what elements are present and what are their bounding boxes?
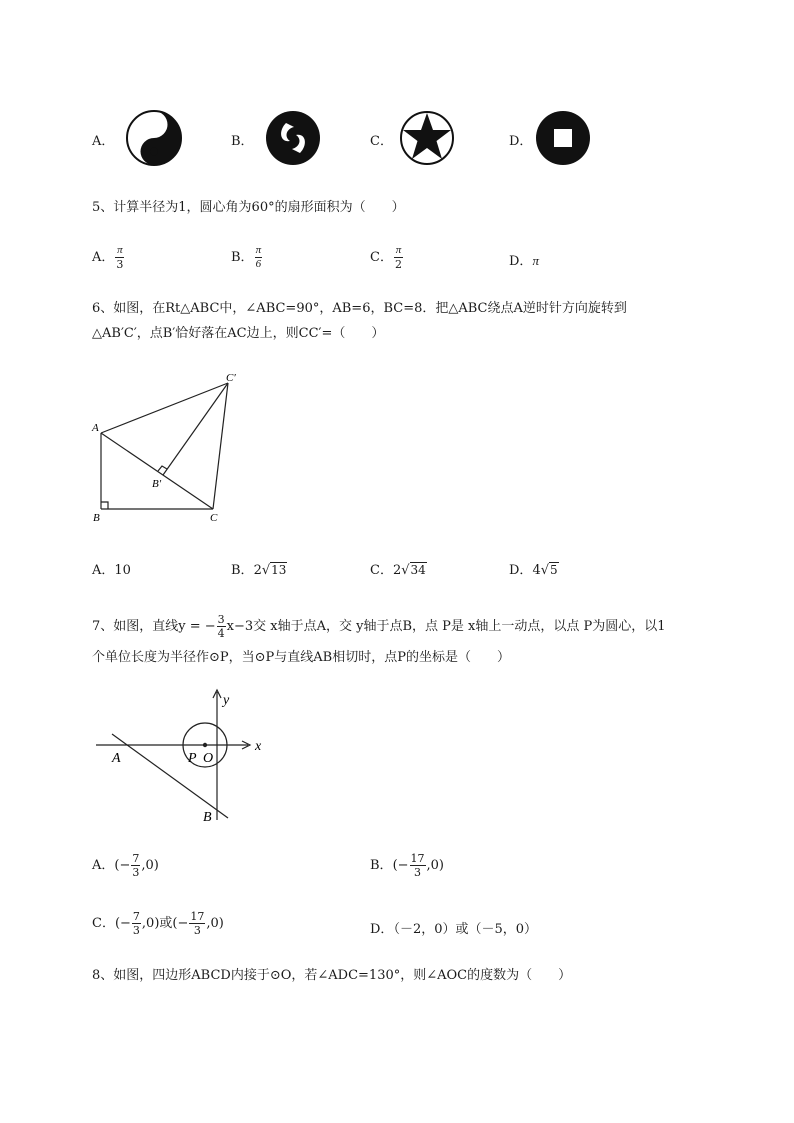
q4-option-a-label: A．: [92, 134, 115, 149]
q6-segment-ac: [101, 433, 213, 509]
q7-stem-line1: [92, 613, 666, 640]
q7-option-c-post: ,0): [206, 916, 224, 931]
q7-option-a-pre: (−: [114, 858, 131, 873]
q6-label-c: C: [210, 512, 218, 524]
q5-option-c-fraction: $\frac{\pi}{2}$: [394, 244, 402, 271]
q6-label-c1: C′: [226, 372, 236, 384]
square-hole-coin-icon: [534, 109, 592, 167]
q6-option-c-radicand: 34: [410, 563, 426, 577]
q5-option-b-letter: B．: [231, 250, 254, 265]
q5-option-b: [231, 244, 263, 271]
q6-option-c-letter: C．: [370, 563, 393, 578]
q6-option-d-letter: D．: [509, 563, 533, 578]
q7-stem-pre: 7、如图，直线y = −: [92, 619, 216, 634]
q5-option-c-letter: C．: [370, 250, 393, 265]
q7-option-d-value: （－2，0）或（－5，0）: [393, 922, 538, 937]
star-in-circle-icon: [398, 109, 456, 167]
q7-point-p: [203, 743, 207, 747]
q7-option-a-letter: A．: [92, 858, 115, 873]
q6-option-a: [92, 559, 131, 578]
q7-label-p: P: [188, 751, 197, 766]
q7-option-d: [370, 918, 537, 937]
yin-yang-icon: [125, 109, 183, 167]
q7-option-c: [92, 910, 224, 937]
q4-option-d-label: D．: [509, 134, 533, 149]
q7-option-c-letter: C．: [92, 916, 115, 931]
q6-option-b-radicand: 13: [271, 563, 287, 577]
q7-label-b: B: [203, 810, 212, 825]
q6-option-b-coef: 2: [253, 563, 262, 578]
q7-option-a-post: ,0): [141, 858, 159, 873]
q6-stem-line1: 6、如图，在Rt△ABC中，∠ABC=90°，AB=6，BC=8．把△ABC绕点A逆时针方向旋转到: [92, 301, 627, 316]
q6-label-b: B: [93, 512, 100, 524]
q5-option-d-value: π: [532, 253, 539, 268]
q6-option-a-letter: A．: [92, 563, 115, 578]
q5-option-a: [92, 244, 125, 271]
q6-option-c-coef: 2: [392, 563, 402, 578]
q6-option-c-radical: √: [401, 563, 410, 578]
q6-option-b-letter: B．: [231, 563, 254, 578]
q6-option-b-radical: √: [261, 563, 271, 578]
q6-triangle-figure: [88, 365, 248, 530]
q6-option-d-coef: 4: [532, 563, 541, 578]
q7-option-c-fraction-1: $\frac{7}{3}$: [132, 910, 140, 937]
q5-option-a-letter: A．: [92, 250, 115, 265]
q7-label-x: x: [255, 739, 262, 754]
q7-label-y: y: [223, 693, 230, 708]
q6-label-b1: B′: [152, 478, 162, 490]
q6-option-d-radical: √: [540, 563, 550, 578]
q7-option-b-pre: (−: [392, 858, 409, 873]
q5-option-d-letter: D．: [509, 254, 533, 269]
q6-right-angle-b: [101, 502, 108, 509]
q7-stem-line2: 个单位长度为半径作⊙P，当⊙P与直线AB相切时，点P的坐标是（ ）: [92, 650, 510, 665]
q5-option-c: [370, 244, 404, 271]
q7-stem-post: x−3交 x轴于点A，交 y轴于点B，点 P是 x轴上一动点，以点 P为圆心，以1: [226, 619, 666, 634]
q8-stem: 8、如图，四边形ABCD内接于⊙O，若∠ADC=130°，则∠AOC的度数为（ ）: [92, 968, 572, 983]
q7-option-d-letter: D．: [370, 922, 394, 937]
q7-label-o: O: [203, 751, 214, 766]
q7-option-c-mid: ,0)或(−: [141, 916, 189, 931]
q4-option-b-label: B．: [231, 134, 254, 149]
q5-stem: 5、计算半径为1，圆心角为60°的扇形面积为（ ）: [92, 200, 405, 215]
q4-option-c-label: C．: [370, 134, 393, 149]
q6-segment-ac1: [101, 383, 228, 433]
swirl-emblem-icon: [264, 109, 322, 167]
q7-option-a-fraction: $\frac{7}{3}$: [132, 852, 140, 879]
q7-option-b: [370, 852, 444, 879]
q6-option-b: [231, 559, 287, 578]
q7-label-a: A: [112, 751, 121, 766]
q7-option-b-post: ,0): [426, 858, 445, 873]
q6-option-d: [509, 559, 559, 578]
q5-option-b-fraction: $\frac{\pi}{6}$: [255, 244, 262, 270]
q7-option-c-fraction-2: $\frac{17}{3}$: [190, 910, 205, 937]
q7-option-c-pre: (−: [114, 916, 131, 931]
q6-option-a-value: 10: [114, 563, 131, 578]
q7-coordinate-figure: [90, 688, 280, 828]
q6-label-a: A: [92, 422, 99, 434]
q6-option-d-radicand: 5: [550, 563, 558, 577]
q7-option-a: [92, 852, 159, 879]
q7-line-ab: [112, 734, 228, 818]
q5-option-d: [509, 250, 539, 269]
q7-option-b-fraction: $\frac{17}{3}$: [410, 852, 425, 879]
q6-stem-line2: △AB′C′，点B′恰好落在AC边上，则CC′=（ ）: [92, 326, 385, 341]
q6-option-c: [370, 559, 427, 578]
q7-stem-fraction: $\frac{3}{4}$: [217, 613, 225, 640]
q7-option-b-letter: B．: [370, 858, 393, 873]
q5-option-a-fraction: $\frac{\pi}{3}$: [116, 244, 124, 271]
